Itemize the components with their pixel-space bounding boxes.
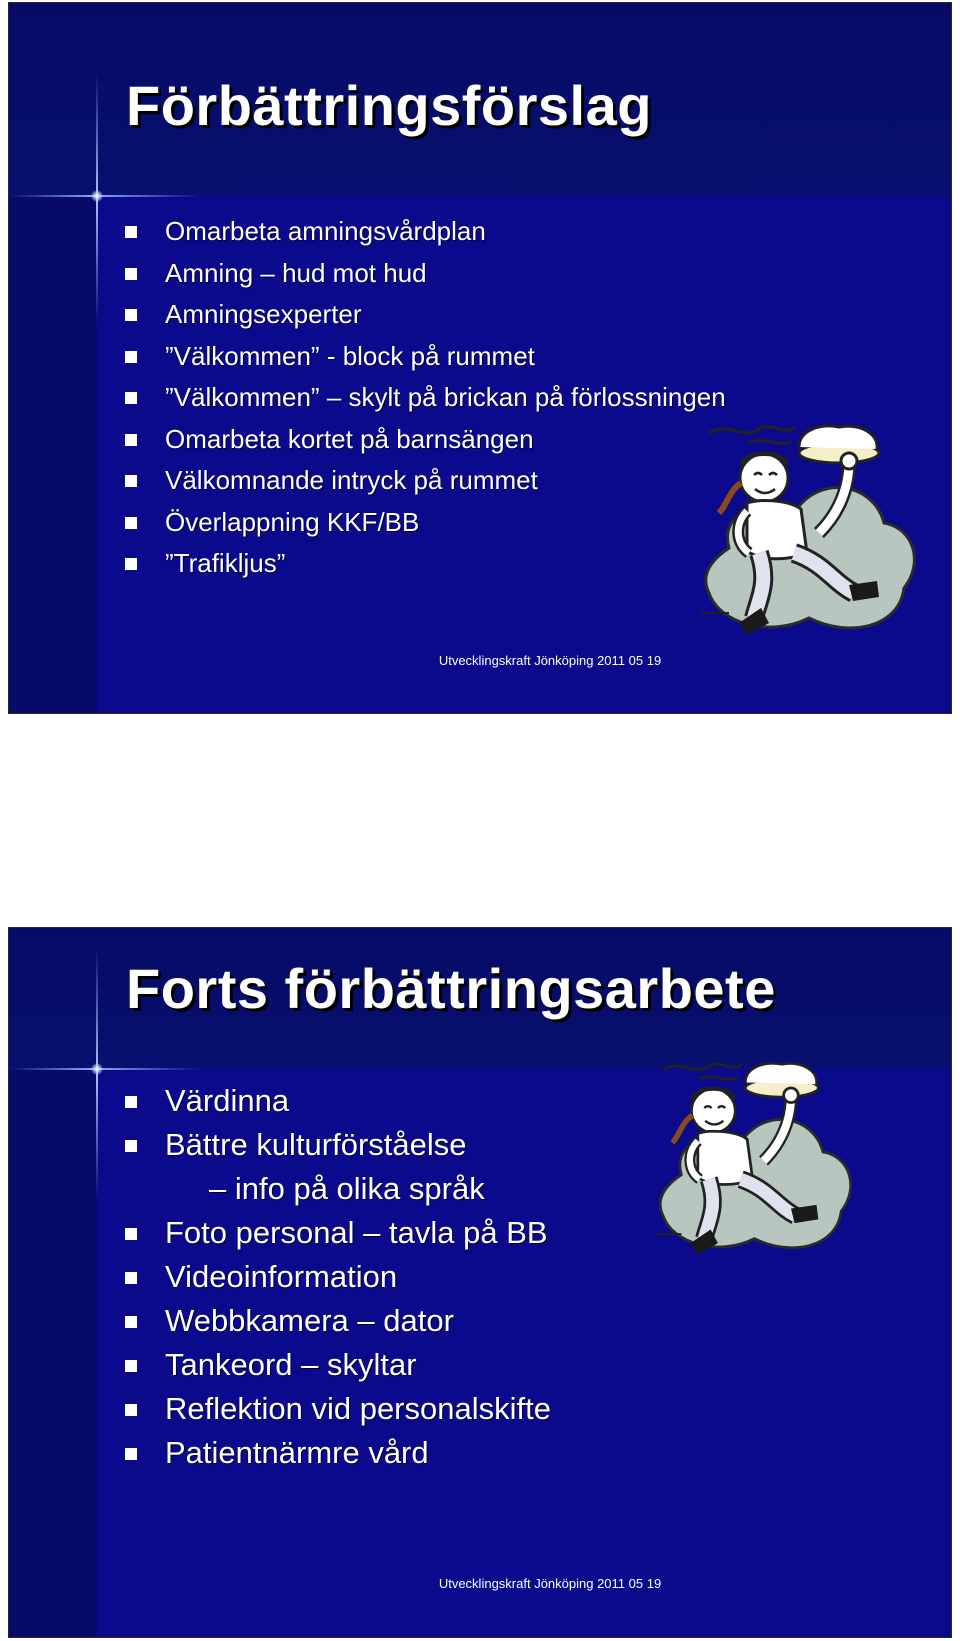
list-item-text: ”Trafikljus” (165, 548, 286, 578)
bullet-square-icon (125, 1404, 137, 1416)
list-item (119, 424, 726, 466)
bullet-square-icon (125, 517, 137, 529)
list-item-text: Reflektion vid personalskifte (165, 1391, 551, 1426)
light-flare-icon (91, 190, 103, 202)
list-item-text: Tankeord – skyltar (165, 1347, 417, 1382)
bullet-list (119, 216, 726, 590)
list-item (119, 341, 726, 383)
list-item-text: Överlappning KKF/BB (165, 506, 420, 537)
bullet-square-icon (125, 392, 137, 404)
bullet-square-icon (125, 309, 137, 321)
list-item (119, 548, 726, 590)
list-item-text: Välkomnande intryck på rummet (165, 465, 538, 495)
bullet-square-icon (125, 1272, 137, 1284)
slide-title: Förbättringsförslag (126, 74, 652, 137)
bullet-square-icon (125, 1448, 137, 1460)
bullet-square-icon (125, 1360, 137, 1372)
bullet-square-icon (125, 1316, 137, 1328)
bullet-square-icon (125, 1140, 137, 1152)
bullet-list (119, 1083, 551, 1479)
list-item-text: Videoinformation (165, 1259, 398, 1294)
list-item-text: Bättre kulturförståelse (165, 1127, 467, 1162)
list-item (119, 258, 726, 300)
decorative-horizontal-line (9, 1068, 199, 1070)
slide-2 (8, 927, 952, 1638)
list-item-text: Webbkamera – dator (165, 1303, 454, 1338)
bullet-square-icon (125, 1228, 137, 1240)
bullet-square-icon (125, 268, 137, 280)
slide-footer: Utvecklingskraft Jönköping 2011 05 19 (438, 1576, 662, 1591)
bullet-square-icon (125, 475, 137, 487)
list-item-text: Omarbeta amningsvårdplan (165, 216, 486, 246)
slide-title: Forts förbättringsarbete (126, 957, 776, 1020)
bullet-square-icon (125, 434, 137, 446)
list-item (119, 1171, 551, 1215)
list-item-text: Omarbeta kortet på barnsängen (165, 423, 534, 454)
list-item (119, 465, 726, 507)
bullet-square-icon (125, 351, 137, 363)
list-item (119, 1259, 551, 1303)
list-item (119, 1303, 551, 1347)
bullet-square-icon (125, 558, 137, 570)
bullet-square-icon (125, 226, 137, 238)
slide-footer: Utvecklingskraft Jönköping 2011 05 19 (438, 653, 662, 668)
list-item-text: Amningsexperter (165, 299, 362, 329)
list-item (119, 1347, 551, 1391)
list-item-text: Värdinna (165, 1083, 290, 1118)
list-item-text: ”Välkommen” – skylt på brickan på förlossningen (165, 382, 726, 412)
slide-1 (8, 2, 952, 714)
list-item-text: Patientnärmre vård (165, 1435, 429, 1470)
waitress-carrying-tray-icon (654, 1050, 864, 1272)
list-item (119, 1215, 551, 1259)
list-item-text: Amning – hud mot hud (165, 257, 427, 288)
bullet-square-icon (125, 1096, 137, 1108)
decorative-horizontal-line (9, 195, 199, 197)
list-item (119, 216, 726, 258)
waitress-carrying-tray-icon (699, 413, 929, 653)
list-item-text: Foto personal – tavla på BB (165, 1215, 548, 1250)
list-item (119, 1127, 551, 1171)
list-item-text: – info på olika språk (209, 1171, 485, 1206)
list-item (119, 1391, 551, 1435)
list-item (119, 1083, 551, 1127)
light-flare-icon (91, 1063, 103, 1075)
list-item (119, 1435, 551, 1479)
list-item (119, 299, 726, 341)
list-item (119, 382, 726, 424)
list-item-text: ”Välkommen” - block på rummet (165, 340, 535, 371)
list-item (119, 507, 726, 549)
